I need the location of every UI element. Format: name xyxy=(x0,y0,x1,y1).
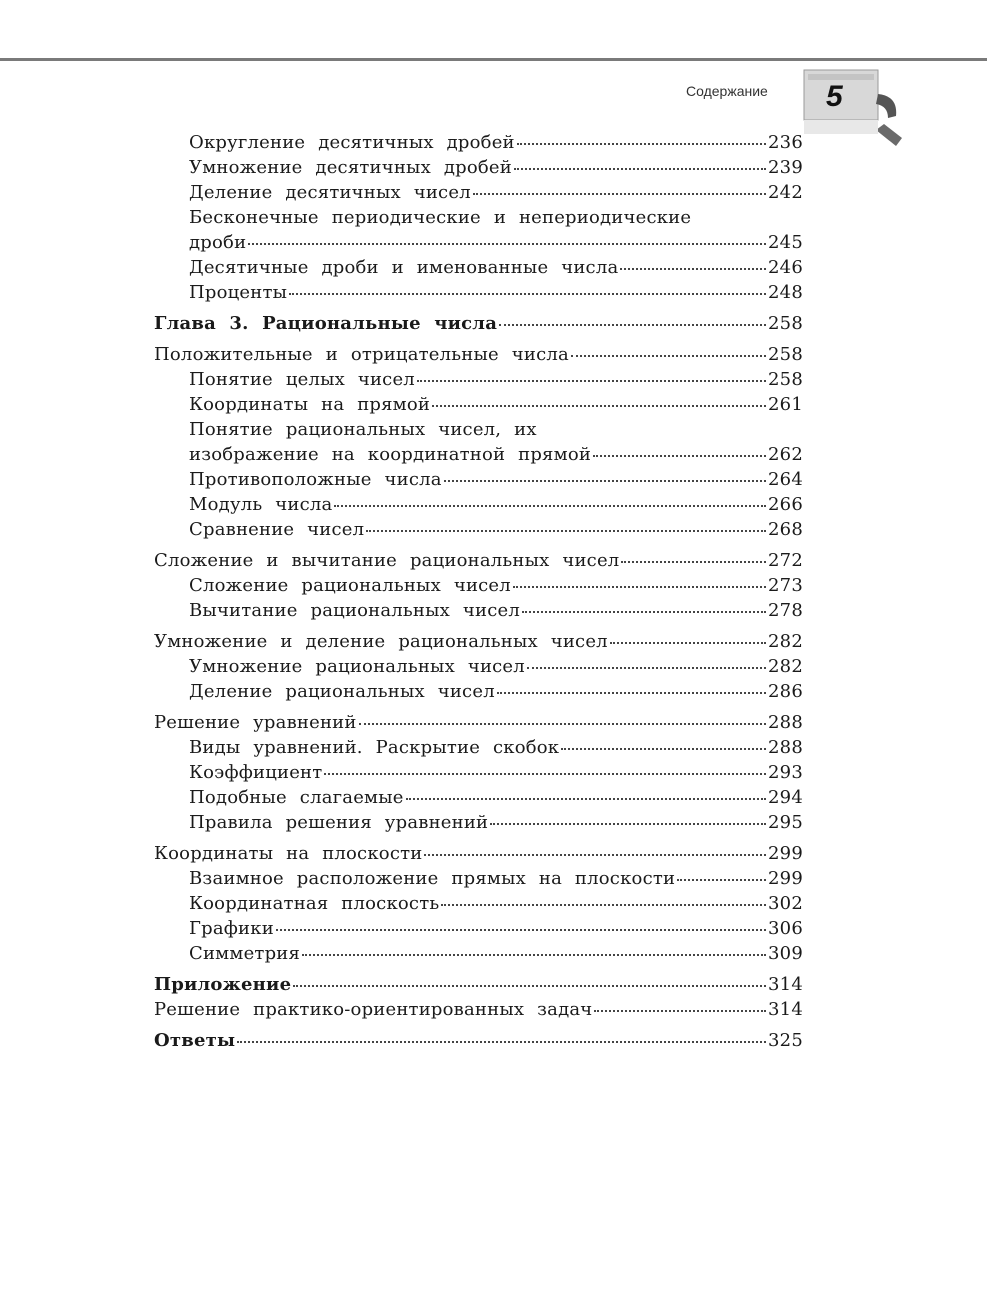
page-number-badge xyxy=(800,64,910,160)
toc-page-number: 309 xyxy=(768,943,803,964)
toc-subsection-row[interactable] xyxy=(154,679,803,704)
toc-page-number: 246 xyxy=(768,257,803,278)
toc-leader-dots xyxy=(406,798,766,800)
toc-subsection-row[interactable] xyxy=(154,573,803,598)
toc-chapter-title: Глава 3. Рациональные числа xyxy=(154,313,498,334)
toc-answers-title: Ответы xyxy=(154,1030,236,1051)
toc-page-number: 258 xyxy=(768,313,803,334)
toc-subsection-row[interactable] xyxy=(154,280,803,305)
toc-subsection-title: Координатная плоскость xyxy=(189,893,440,914)
toc-section-title: Решение уравнений xyxy=(154,712,357,733)
toc-page-number: 282 xyxy=(768,631,803,652)
toc-leader-dots xyxy=(334,505,766,507)
toc-page-number: 242 xyxy=(768,182,803,203)
toc-section-row[interactable] xyxy=(154,629,803,654)
toc-leader-dots xyxy=(513,586,766,588)
toc-page-number: 325 xyxy=(768,1030,803,1051)
toc-subsection-title: Сравнение чисел xyxy=(189,519,365,540)
toc-section-add-sub xyxy=(154,548,803,623)
toc-page-number: 239 xyxy=(768,157,803,178)
toc-leader-dots xyxy=(620,268,766,270)
toc-subsection-row[interactable] xyxy=(154,785,803,810)
toc-leader-dots xyxy=(248,243,766,245)
toc-subsection-row[interactable] xyxy=(154,230,803,255)
toc-group-chapter3 xyxy=(154,311,803,336)
toc-page-number: 264 xyxy=(768,469,803,490)
toc-page-number: 294 xyxy=(768,787,803,808)
toc-subsection-title: Десятичные дроби и именованные числа xyxy=(189,257,619,278)
toc-subsection-row[interactable] xyxy=(154,941,803,966)
toc-page-number: 306 xyxy=(768,918,803,939)
toc-page-number: 272 xyxy=(768,550,803,571)
toc-chapter-row[interactable] xyxy=(154,311,803,336)
toc-leader-dots xyxy=(473,193,766,195)
toc-page-number: 314 xyxy=(768,974,803,995)
toc-subsection-title: Коэффициент xyxy=(189,762,323,783)
toc-leader-dots xyxy=(293,985,766,987)
toc-subsection-title: Правила решения уравнений xyxy=(189,812,489,833)
toc-subsection-title: Взаимное расположение прямых на плоскости xyxy=(189,868,676,889)
toc-section-title: Координаты на плоскости xyxy=(154,843,423,864)
toc-subsection-row[interactable] xyxy=(154,735,803,760)
toc-leader-dots xyxy=(594,1010,766,1012)
toc-leader-dots xyxy=(417,380,766,382)
toc-subsection-row[interactable] xyxy=(154,367,803,392)
toc-leader-dots xyxy=(324,773,766,775)
toc-subsection-row[interactable] xyxy=(154,467,803,492)
toc-subsection-title: изображение на координатной прямой xyxy=(189,444,592,465)
toc-page-number: 288 xyxy=(768,712,803,733)
toc-leader-dots xyxy=(621,561,766,563)
page-number: 5 xyxy=(826,80,843,113)
toc-leader-dots xyxy=(527,667,766,669)
toc-subsection-row[interactable] xyxy=(154,916,803,941)
toc-leader-dots xyxy=(522,611,766,613)
toc-leader-dots xyxy=(514,168,766,170)
toc-group-decimals xyxy=(154,130,803,305)
toc-leader-dots xyxy=(432,405,766,407)
running-title: Содержание xyxy=(686,83,768,99)
toc-leader-dots xyxy=(561,748,766,750)
toc-section-equations xyxy=(154,710,803,835)
toc-subsection-title: Симметрия xyxy=(189,943,301,964)
toc-subsection-row[interactable] xyxy=(154,417,803,442)
toc-subsection-title: Бесконечные периодические и непериодические xyxy=(189,207,692,228)
toc-page-number: 258 xyxy=(768,344,803,365)
toc-subsection-row[interactable] xyxy=(154,598,803,623)
toc-subsection-row[interactable] xyxy=(154,180,803,205)
toc-practice-row[interactable] xyxy=(154,997,803,1022)
toc-section-row[interactable] xyxy=(154,548,803,573)
toc-subsection-row[interactable] xyxy=(154,866,803,891)
toc-subsection-title: Умножение рациональных чисел xyxy=(189,656,525,677)
toc-subsection-title: дроби xyxy=(189,232,247,253)
toc-subsection-title: Вычитание рациональных чисел xyxy=(189,600,520,621)
toc-leader-dots xyxy=(302,954,766,956)
toc-page-number: 262 xyxy=(768,444,803,465)
header-rule xyxy=(0,58,987,61)
toc-subsection-title: Проценты xyxy=(189,282,288,303)
toc-section-row[interactable] xyxy=(154,841,803,866)
toc-group-answers xyxy=(154,1028,803,1053)
toc-leader-dots xyxy=(497,692,766,694)
toc-page-number: 299 xyxy=(768,868,803,889)
toc-appendix-row[interactable] xyxy=(154,972,803,997)
toc-section-pos-neg xyxy=(154,342,803,542)
toc-leader-dots xyxy=(499,324,766,326)
toc-leader-dots xyxy=(444,480,766,482)
toc-section-row[interactable] xyxy=(154,710,803,735)
toc-subsection-title: Подобные слагаемые xyxy=(189,787,404,808)
toc-leader-dots xyxy=(366,530,766,532)
toc-page-number: 282 xyxy=(768,656,803,677)
toc-page-number: 295 xyxy=(768,812,803,833)
toc-subsection-title: Понятие рациональных чисел, их xyxy=(189,419,537,440)
toc-subsection-title: Модуль числа xyxy=(189,494,333,515)
toc-leader-dots xyxy=(571,355,766,357)
toc-page-number: 302 xyxy=(768,893,803,914)
toc-page-number: 293 xyxy=(768,762,803,783)
toc-section-title: Сложение и вычитание рациональных чисел xyxy=(154,550,620,571)
toc-leader-dots xyxy=(490,823,766,825)
toc-section-title: Умножение и деление рациональных чисел xyxy=(154,631,608,652)
toc-leader-dots xyxy=(441,904,766,906)
toc-page-number: 299 xyxy=(768,843,803,864)
toc-page-number: 314 xyxy=(768,999,803,1020)
toc-page-number: 278 xyxy=(768,600,803,621)
toc-section-row[interactable] xyxy=(154,342,803,367)
toc-practice-title: Решение практико-ориентированных задач xyxy=(154,999,593,1020)
toc-subsection-title: Умножение десятичных дробей xyxy=(189,157,512,178)
toc-section-mul-div xyxy=(154,629,803,704)
toc-subsection-title: Виды уравнений. Раскрытие скобок xyxy=(189,737,560,758)
toc-leader-dots xyxy=(610,642,766,644)
toc-subsection-title: Понятие целых чисел xyxy=(189,369,415,390)
toc-page-number: 248 xyxy=(768,282,803,303)
toc-leader-dots xyxy=(289,293,766,295)
toc-subsection-row[interactable] xyxy=(154,155,803,180)
toc-subsection-row[interactable] xyxy=(154,760,803,785)
table-of-contents xyxy=(154,130,803,1059)
toc-page-number: 245 xyxy=(768,232,803,253)
toc-leader-dots xyxy=(237,1041,766,1043)
toc-group-appendix xyxy=(154,972,803,1022)
toc-subsection-title: Противоположные числа xyxy=(189,469,442,490)
toc-leader-dots xyxy=(359,723,766,725)
toc-subsection-title: Координаты на прямой xyxy=(189,394,431,415)
toc-leader-dots xyxy=(276,929,766,931)
toc-subsection-title: Деление десятичных чисел xyxy=(189,182,471,203)
toc-subsection-row[interactable] xyxy=(154,810,803,835)
toc-subsection-row[interactable] xyxy=(154,130,803,155)
toc-subsection-row[interactable] xyxy=(154,492,803,517)
toc-subsection-row[interactable] xyxy=(154,205,803,230)
toc-subsection-row[interactable] xyxy=(154,891,803,916)
toc-leader-dots xyxy=(677,879,766,881)
toc-subsection-row[interactable] xyxy=(154,392,803,417)
toc-subsection-row[interactable] xyxy=(154,654,803,679)
toc-leader-dots xyxy=(517,143,766,145)
toc-page-number: 288 xyxy=(768,737,803,758)
toc-leader-dots xyxy=(593,455,766,457)
toc-page-number: 258 xyxy=(768,369,803,390)
toc-subsection-row[interactable] xyxy=(154,442,803,467)
toc-section-coordinates xyxy=(154,841,803,966)
toc-subsection-title: Округление десятичных дробей xyxy=(189,132,515,153)
toc-page-number: 261 xyxy=(768,394,803,415)
toc-leader-dots xyxy=(424,854,766,856)
toc-page-number: 266 xyxy=(768,494,803,515)
toc-subsection-title: Сложение рациональных чисел xyxy=(189,575,511,596)
toc-subsection-row[interactable] xyxy=(154,255,803,280)
toc-page-number: 286 xyxy=(768,681,803,702)
toc-subsection-row[interactable] xyxy=(154,517,803,542)
toc-section-title: Положительные и отрицательные числа xyxy=(154,344,569,365)
toc-page-number: 273 xyxy=(768,575,803,596)
toc-subsection-title: Графики xyxy=(189,918,274,939)
toc-answers-row[interactable] xyxy=(154,1028,803,1053)
page-tab-icon xyxy=(800,64,910,160)
toc-appendix-title: Приложение xyxy=(154,974,292,995)
toc-page-number: 236 xyxy=(768,132,803,153)
toc-subsection-title: Деление рациональных чисел xyxy=(189,681,495,702)
toc-page-number: 268 xyxy=(768,519,803,540)
